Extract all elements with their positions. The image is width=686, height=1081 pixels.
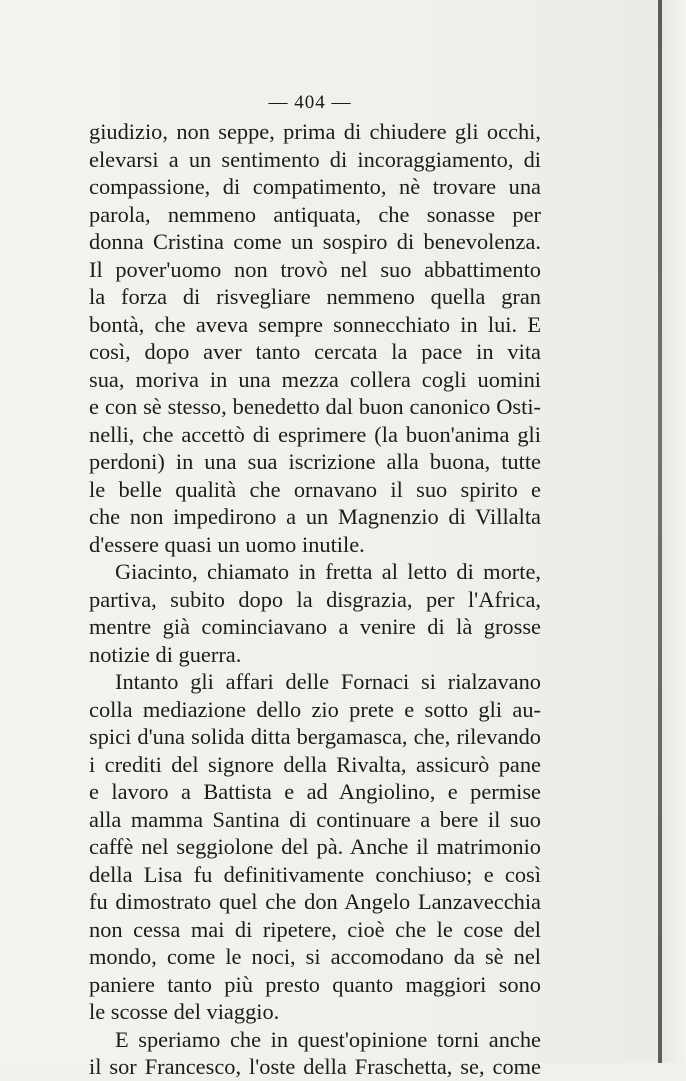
text-line: mondo, come le noci, si accomodano da sè nel <box>89 944 541 969</box>
text-line: le scosse del viaggio. <box>89 999 280 1024</box>
text-line: d'essere quasi un uomo inutile. <box>89 531 365 557</box>
text-line: le belle qualità che ornavano il suo spirito e <box>89 476 541 502</box>
text-line: bontà, che aveva sempre sonnecchiato in lui. E <box>89 311 541 337</box>
text-line: donna Cristina come un sospiro di benevolenza. <box>89 229 541 254</box>
text-line: parola, nemmeno antiquata, che sonasse per <box>89 201 541 227</box>
text-line: mentre già cominciavano a venire di là grosse <box>89 614 541 639</box>
text-line: paniere tanto più presto quanto maggiori sono <box>89 971 541 997</box>
text-line: e lavoro a Battista e ad Angiolino, e permise <box>89 779 541 804</box>
text-line: i crediti del signore della Rivalta, assicurò pane <box>89 751 541 777</box>
text-line: la forza di risvegliare nemmeno quella gran <box>89 284 541 309</box>
text-line: della Lisa fu definitivamente conchiuso; e così <box>89 861 541 887</box>
text-line: Intanto gli affari delle Fornaci si rialzavano <box>115 669 541 694</box>
body-text <box>89 118 541 1081</box>
text-line: giudizio, non seppe, prima di chiudere gli occhi, <box>89 119 541 144</box>
text-line: compassione, di compatimento, nè trovare una <box>89 174 541 199</box>
text-line: caffè nel seggiolone del pà. Anche il matrimonio <box>89 834 541 859</box>
text-line: perdoni) in una sua iscrizione alla buona, tutte <box>89 449 541 474</box>
text-line: non cessa mai di ripetere, cioè che le cose del <box>89 916 541 942</box>
text-line: sua, moriva in una mezza collera cogli uomini <box>89 366 541 392</box>
page-margin-shadow <box>662 0 686 1063</box>
text-line: e con sè stesso, benedetto dal buon canonico Osti- <box>89 394 541 419</box>
text-line: il sor Francesco, l'oste della Fraschetta, se, come <box>89 1054 541 1079</box>
text-line: partiva, subito dopo la disgrazia, per l'Africa, <box>89 586 541 612</box>
text-line: fu dimostrato quel che don Angelo Lanzavecchia <box>89 889 541 914</box>
text-line: elevarsi a un sentimento di incoraggiamento, di <box>89 146 541 172</box>
page-edge-line <box>658 0 662 1063</box>
text-line: notizie di guerra. <box>89 641 242 667</box>
text-line: alla mamma Santina di continuare a bere il suo <box>89 806 541 832</box>
text-line: Il pover'uomo non trovò nel suo abbattimento <box>89 256 541 282</box>
text-line: che non impedirono a un Magnenzio di Villalta <box>89 504 541 529</box>
page-number: — 404 — <box>268 92 352 113</box>
text-line: spici d'una solida ditta bergamasca, che, rilevando <box>89 724 541 749</box>
text-line: così, dopo aver tanto cercata la pace in vita <box>89 339 541 364</box>
text-line: E speriamo che in quest'opinione torni anche <box>115 1026 541 1052</box>
text-line: colla mediazione dello zio prete e sotto gli au- <box>89 696 541 722</box>
text-line: Giacinto, chiamato in fretta al letto di morte, <box>115 559 541 584</box>
text-line: nelli, che accettò di esprimere (la buon'anima gli <box>89 421 541 447</box>
